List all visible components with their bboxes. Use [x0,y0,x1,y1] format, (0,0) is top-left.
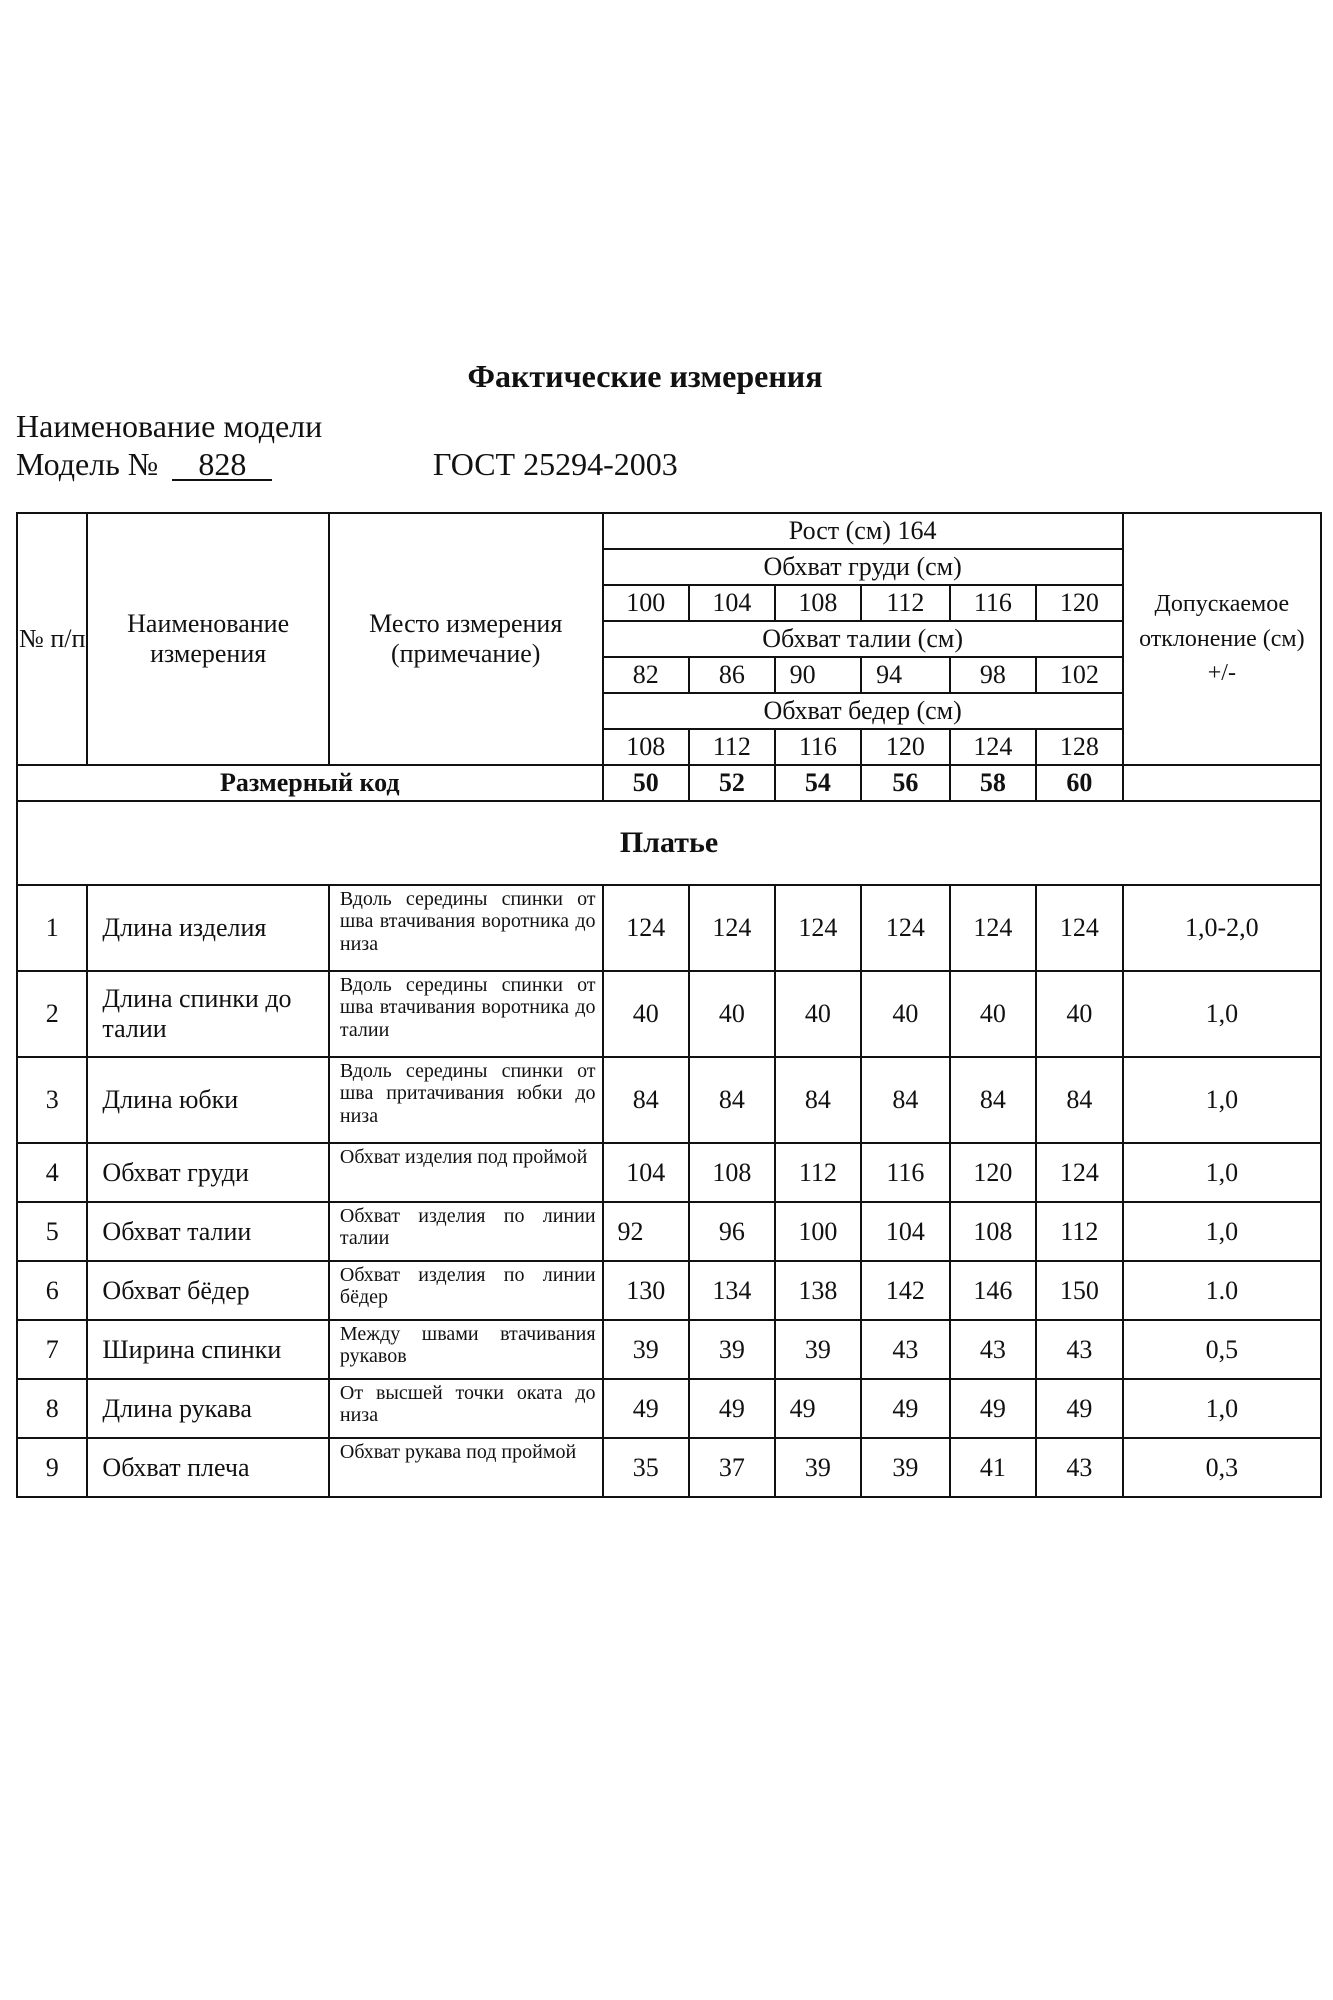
measure-place: Обхват изделия по линии талии [329,1202,603,1261]
measure-name: Длина рукава [87,1379,328,1438]
size-code: 54 [775,765,862,801]
gost-standard: ГОСТ 25294-2003 [433,446,678,482]
row-number: 2 [17,971,87,1057]
measure-value: 49 [1036,1379,1123,1438]
size-code: 60 [1036,765,1123,801]
table-row [17,1438,1321,1497]
table-row [17,1379,1321,1438]
measure-place: Обхват изделия под проймой [329,1143,603,1202]
row-number: 1 [17,885,87,971]
table-row [17,1261,1321,1320]
measure-value: 35 [603,1438,690,1497]
measure-tolerance: 1,0 [1123,971,1321,1057]
chest-value: 116 [950,585,1037,621]
row-number: 6 [17,1261,87,1320]
measure-value: 40 [603,971,690,1057]
measure-value: 138 [775,1261,862,1320]
measure-value: 100 [775,1202,862,1261]
row-number: 5 [17,1202,87,1261]
measure-place: Обхват изделия по линии бёдер [329,1261,603,1320]
measure-value: 124 [950,885,1037,971]
measure-value: 146 [950,1261,1037,1320]
measure-place: Вдоль середины спинки от шва втачивания воротника до низа [329,885,603,971]
measure-value: 124 [603,885,690,971]
size-code-tolerance-empty [1123,765,1321,801]
measure-value: 49 [775,1379,862,1438]
hips-value: 120 [861,729,950,765]
measure-value: 124 [1036,885,1123,971]
chest-value: 120 [1036,585,1123,621]
measure-value: 130 [603,1261,690,1320]
measure-value: 142 [861,1261,950,1320]
measure-value: 124 [689,885,775,971]
table-row [17,1143,1321,1202]
measurements-table [16,512,1322,1498]
measure-place: Обхват рукава под проймой [329,1438,603,1497]
measure-value: 40 [775,971,862,1057]
measure-value: 84 [603,1057,690,1143]
measure-name: Обхват плеча [87,1438,328,1497]
measure-value: 84 [775,1057,862,1143]
measure-value: 39 [603,1320,690,1379]
measure-place: Между швами втачивания рукавов [329,1320,603,1379]
measure-value: 134 [689,1261,775,1320]
measure-value: 40 [861,971,950,1057]
measure-value: 39 [775,1438,862,1497]
section-title: Платье [17,801,1321,885]
table-row [17,1057,1321,1143]
chest-value: 112 [861,585,950,621]
measure-tolerance: 1,0 [1123,1143,1321,1202]
measure-value: 39 [689,1320,775,1379]
table-row [17,1202,1321,1261]
measure-value: 112 [1036,1202,1123,1261]
measure-tolerance: 0,5 [1123,1320,1321,1379]
measure-value: 40 [950,971,1037,1057]
row-number: 4 [17,1143,87,1202]
measure-name: Длина юбки [87,1057,328,1143]
size-code: 50 [603,765,690,801]
measure-tolerance: 1,0 [1123,1057,1321,1143]
measure-value: 43 [1036,1438,1123,1497]
row-number: 9 [17,1438,87,1497]
hips-value: 124 [950,729,1037,765]
measure-value: 124 [775,885,862,971]
measure-name: Длина спинки до талии [87,971,328,1057]
measure-value: 43 [950,1320,1037,1379]
measure-value: 104 [603,1143,690,1202]
waist-value: 98 [950,657,1037,693]
col-header-measure: Наименование измерения [87,513,328,765]
measure-name: Длина изделия [87,885,328,971]
measure-name: Обхват бёдер [87,1261,328,1320]
measure-value: 84 [861,1057,950,1143]
measure-value: 84 [950,1057,1037,1143]
hips-value: 128 [1036,729,1123,765]
size-code-label: Размерный код [17,765,603,801]
measure-value: 104 [861,1202,950,1261]
row-number: 8 [17,1379,87,1438]
model-name-label: Наименование модели [16,408,323,444]
waist-value: 82 [603,657,690,693]
waist-value: 90 [775,657,862,693]
table-row [17,885,1321,971]
hips-value: 108 [603,729,690,765]
measure-value: 108 [950,1202,1037,1261]
measure-value: 41 [950,1438,1037,1497]
measure-value: 40 [689,971,775,1057]
measure-value: 124 [1036,1143,1123,1202]
measure-value: 150 [1036,1261,1123,1320]
hips-value: 116 [775,729,862,765]
size-code: 58 [950,765,1037,801]
model-number-line [16,446,272,483]
measure-value: 43 [861,1320,950,1379]
chest-header: Обхват груди (см) [603,549,1123,585]
measure-value: 116 [861,1143,950,1202]
measure-tolerance: 0,3 [1123,1438,1321,1497]
measure-value: 112 [775,1143,862,1202]
measure-name: Ширина спинки [87,1320,328,1379]
measure-place: Вдоль середины спинки от шва притачивания юбки до низа [329,1057,603,1143]
measure-tolerance: 1,0-2,0 [1123,885,1321,971]
measure-name: Обхват груди [87,1143,328,1202]
measure-value: 49 [603,1379,690,1438]
measure-name: Обхват талии [87,1202,328,1261]
measure-value: 96 [689,1202,775,1261]
measure-value: 49 [861,1379,950,1438]
model-number: 828 [172,449,272,481]
col-header-place: Место измерения (примечание) [329,513,603,765]
col-header-tolerance: Допускаемое отклонение (см) +/- [1123,513,1321,765]
col-header-no: № п/п [17,513,87,765]
measure-tolerance: 1,0 [1123,1379,1321,1438]
measure-value: 84 [689,1057,775,1143]
hips-header: Обхват бедер (см) [603,693,1123,729]
size-code: 56 [861,765,950,801]
measure-place: Вдоль середины спинки от шва втачивания воротника до талии [329,971,603,1057]
hips-value: 112 [689,729,775,765]
table-row [17,971,1321,1057]
size-code: 52 [689,765,775,801]
chest-value: 100 [603,585,690,621]
measure-value: 39 [861,1438,950,1497]
model-number-label: Модель № [16,446,159,482]
measure-value: 39 [775,1320,862,1379]
height-header: Рост (см) 164 [603,513,1123,549]
measure-value: 108 [689,1143,775,1202]
chest-value: 104 [689,585,775,621]
measure-value: 124 [861,885,950,971]
measure-value: 84 [1036,1057,1123,1143]
row-number: 7 [17,1320,87,1379]
row-number: 3 [17,1057,87,1143]
measure-value: 49 [950,1379,1037,1438]
measure-value: 92 [603,1202,690,1261]
measure-tolerance: 1,0 [1123,1202,1321,1261]
waist-value: 94 [861,657,950,693]
waist-value: 102 [1036,657,1123,693]
measure-value: 43 [1036,1320,1123,1379]
document-title: Фактические измерения [467,358,823,394]
measure-value: 49 [689,1379,775,1438]
measure-tolerance: 1.0 [1123,1261,1321,1320]
chest-value: 108 [775,585,862,621]
measure-value: 37 [689,1438,775,1497]
table-row [17,1320,1321,1379]
waist-value: 86 [689,657,775,693]
waist-header: Обхват талии (см) [603,621,1123,657]
measure-place: От высшей точки оката до низа [329,1379,603,1438]
measure-value: 120 [950,1143,1037,1202]
measure-value: 40 [1036,971,1123,1057]
